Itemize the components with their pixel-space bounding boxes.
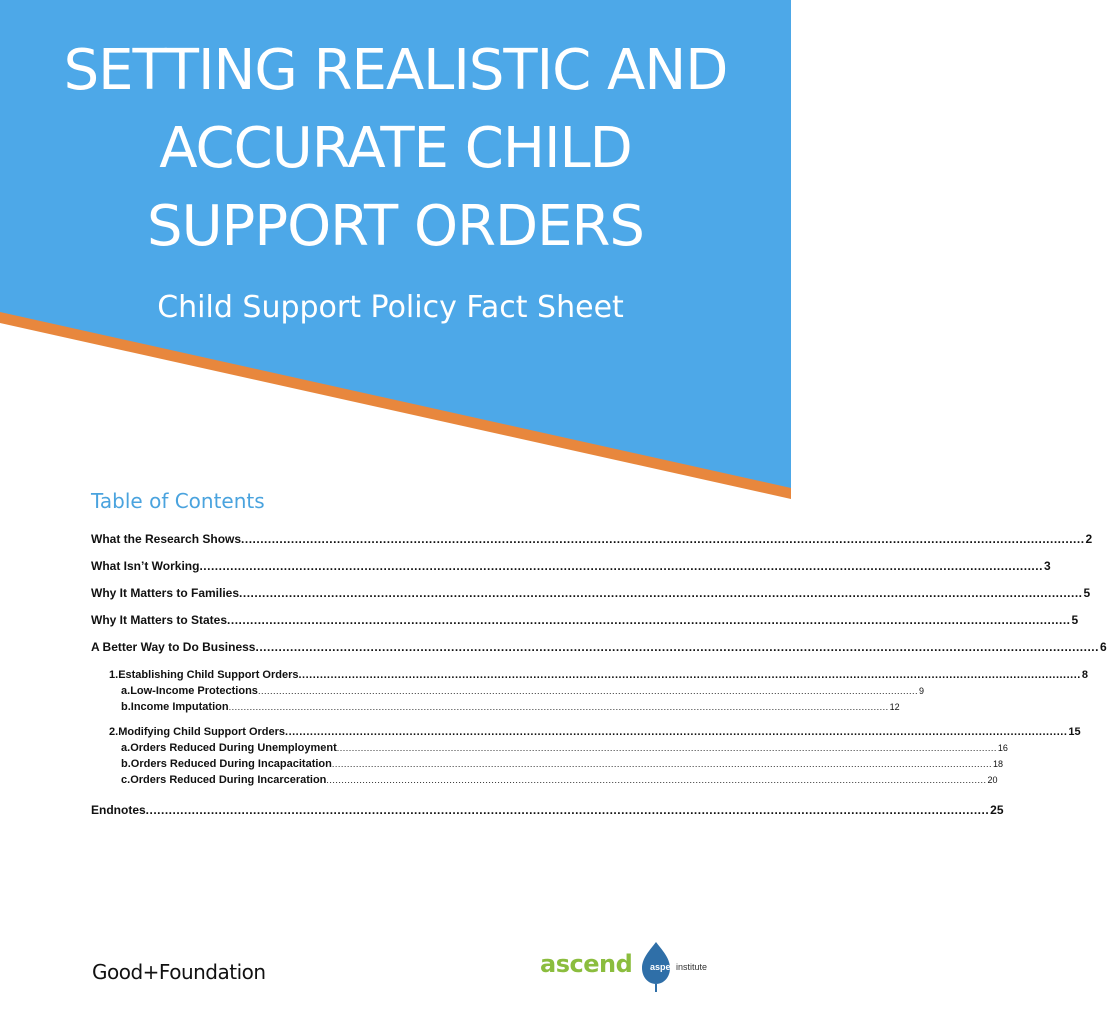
toc-leader: ............................................................................................................................................................................................................................ — [199, 559, 1043, 573]
toc-entry[interactable] — [91, 559, 1051, 573]
toc-entry-page: 5 — [1083, 586, 1091, 600]
toc-entry[interactable] — [91, 586, 1091, 600]
toc-entry-page: 12 — [889, 702, 900, 712]
toc-entry[interactable] — [91, 613, 1079, 627]
institute-word: institute — [676, 962, 708, 972]
toc-leader: ............................................................................................................................................................................................................................ — [255, 640, 1099, 654]
toc-leader: ............................................................................................................................................................................................................................ — [257, 686, 919, 696]
toc-subentry[interactable] — [121, 701, 900, 713]
toc-entry-number: a. — [121, 742, 131, 754]
aspen-institute-wordmark — [650, 962, 707, 972]
toc-leader: ............................................................................................................................................................................................................................ — [145, 803, 990, 817]
toc-entry-label: What the Research Shows — [91, 532, 242, 546]
title-line-3: SUPPORT ORDERS — [147, 194, 644, 259]
toc-entry-number: b. — [121, 701, 131, 713]
toc-subentry[interactable] — [121, 685, 925, 697]
toc-leader: ............................................................................................................................................................................................................................ — [228, 702, 889, 712]
toc-leader: ............................................................................................................................................................................................................................ — [326, 775, 987, 785]
toc-entry-number: b. — [121, 758, 131, 770]
toc-entry-label: Orders Reduced During Incarceration — [130, 774, 327, 786]
ascend-logo: ascend — [540, 950, 633, 978]
toc-entry-label: Orders Reduced During Incapacitation — [130, 758, 332, 770]
toc-subentry[interactable] — [109, 726, 1081, 738]
toc-subentry[interactable] — [121, 742, 1008, 754]
toc-entry-label: Orders Reduced During Unemployment — [130, 742, 337, 754]
toc-leader: ............................................................................................................................................................................................................................ — [241, 532, 1085, 546]
toc-entry-label: Why It Matters to Families — [91, 586, 240, 600]
toc-entry-number: 2. — [109, 726, 119, 738]
title-line-2: ACCURATE CHILD — [159, 116, 632, 181]
toc-entry-number: c. — [121, 774, 131, 786]
toc-entry-label: Low-Income Protections — [130, 685, 258, 697]
toc-entry[interactable] — [91, 803, 1004, 817]
toc-leader: ............................................................................................................................................................................................................................ — [239, 586, 1083, 600]
toc-entry[interactable] — [91, 532, 1093, 546]
toc-entry-page: 25 — [990, 803, 1004, 817]
toc-leader: ............................................................................................................................................................................................................................ — [336, 743, 997, 753]
toc-leader: ............................................................................................................................................................................................................................ — [298, 669, 1081, 681]
toc-entry-label: Establishing Child Support Orders — [118, 669, 299, 681]
toc-subentry[interactable] — [121, 774, 998, 786]
toc-leader: ............................................................................................................................................................................................................................ — [331, 759, 992, 769]
toc-entry-label: Income Imputation — [130, 701, 229, 713]
toc-entry-number: a. — [121, 685, 131, 697]
good-foundation-logo: Good+Foundation — [92, 960, 266, 984]
toc-entry-label: Endnotes — [91, 803, 146, 817]
toc-entry-page: 9 — [919, 686, 925, 696]
toc-entry-page: 16 — [997, 743, 1008, 753]
toc-entry-page: 6 — [1099, 640, 1107, 654]
document-title — [20, 32, 771, 266]
toc-entry-number: 1. — [109, 669, 119, 681]
toc-entry-label: Modifying Child Support Orders — [118, 726, 286, 738]
toc-subentry[interactable] — [109, 669, 1088, 681]
toc-entry[interactable] — [91, 640, 1107, 654]
toc-entry-page: 18 — [992, 759, 1003, 769]
toc-entry-page: 3 — [1043, 559, 1051, 573]
toc-entry-page: 8 — [1081, 669, 1088, 681]
toc-entry-page: 20 — [987, 775, 998, 785]
toc-entry-page: 2 — [1085, 532, 1093, 546]
toc-entry-label: What Isn’t Working — [91, 559, 200, 573]
toc-entry-label: Why It Matters to States — [91, 613, 228, 627]
toc-entry-page: 5 — [1071, 613, 1079, 627]
title-line-1: SETTING REALISTIC AND — [63, 38, 728, 103]
toc-entry-page: 15 — [1068, 726, 1081, 738]
toc-subentry[interactable] — [121, 758, 1003, 770]
aspen-word: aspen — [650, 962, 677, 972]
document-subtitle: Child Support Policy Fact Sheet — [157, 290, 624, 325]
toc-entry-label: A Better Way to Do Business — [91, 640, 256, 654]
toc-leader: ............................................................................................................................................................................................................................ — [227, 613, 1071, 627]
toc-leader: ............................................................................................................................................................................................................................ — [285, 726, 1068, 738]
toc-heading: Table of Contents — [91, 489, 265, 513]
